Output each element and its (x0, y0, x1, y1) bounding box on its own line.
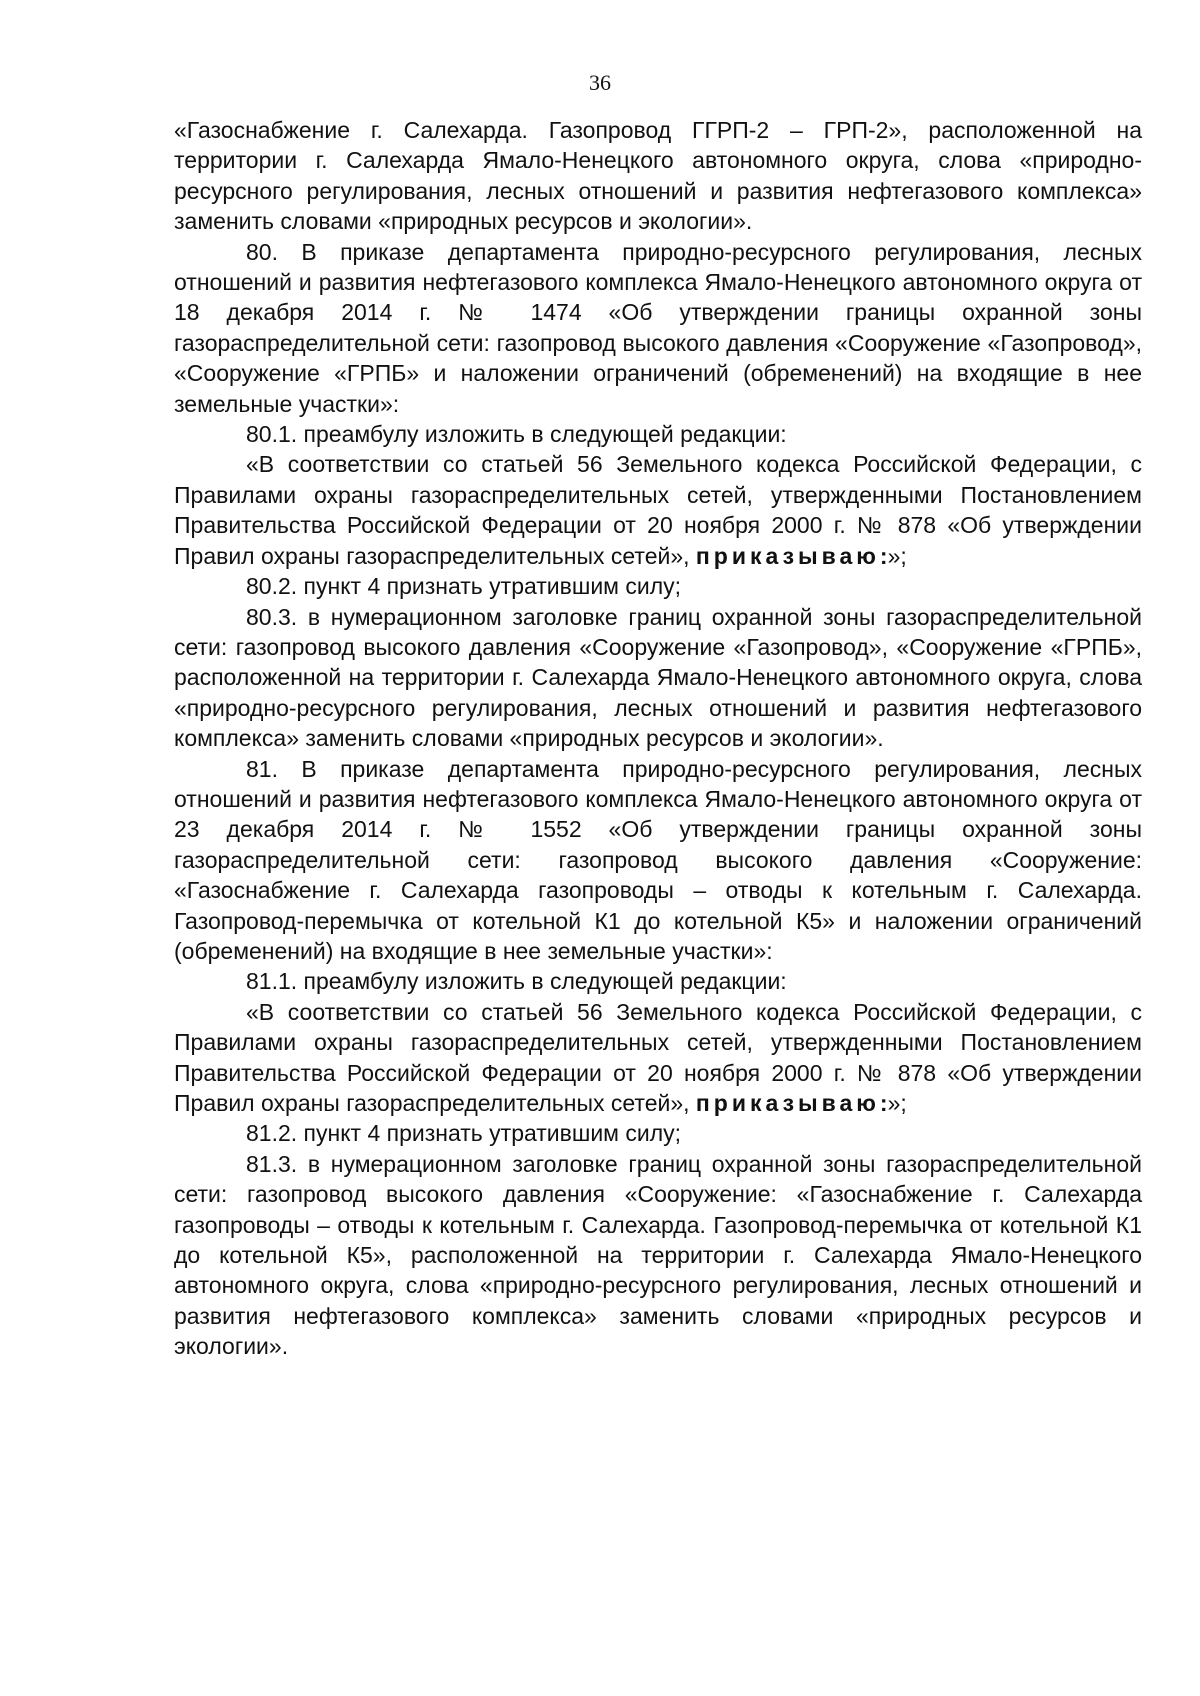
paragraph-item-80 (174, 237, 1142, 419)
paragraph-text: 81.1. преамбулу изложить в следующей редакции: (246, 968, 787, 995)
paragraph-tail: »; (887, 1090, 907, 1116)
bold-colon: : (879, 542, 888, 569)
paragraph-item-80-3 (174, 602, 1142, 754)
paragraph-continuation (174, 115, 1142, 237)
paragraph-item-81-2 (174, 1118, 1142, 1148)
paragraph-text: 80.1. преамбулу изложить в следующей редакции: (246, 421, 787, 448)
paragraph-text: 80.3. в нумерационном заголовке границ охранной зоны газораспределительной сети: газопровод высокого давления «Сооружение «Газопровод», «Сооружение «ГРПБ», расположенной на территории г. Салехарда Ямало-Ненецкого автономного округа, слова «природно-ресурсного регулирования, лесных отношений и развития нефтегазового комплекса» заменить словами «природных ресурсов и экологии». (174, 603, 1142, 752)
paragraph-text: 80. В приказе департамента природно-ресурсного регулирования, лесных отношений и развития нефтегазового комплекса Ямало-Ненецкого автономного округа от 18 декабря 2014 г. № 1474 «Об утверждении границы охранной зоны газораспределительной сети: газопровод высокого давления «Сооружение «Газопровод», «Сооружение «ГРПБ» и наложении ограничений (обременений) на входящие в нее земельные участки»: (174, 238, 1142, 417)
paragraph-text: 81.3. в нумерационном заголовке границ охранной зоны газораспределительной сети: газопровод высокого давления «Сооружение: «Газоснабжение г. Салехарда газопроводы – отводы к котельным г. Салехарда. Газопровод-перемычка от котельной К1 до котельной К5», расположенной на территории г. Салехарда Ямало-Ненецкого автономного округа, слова «природно-ресурсного регулирования, лесных отношений и развития нефтегазового комплекса» заменить словами «природных ресурсов и экологии». (174, 1150, 1142, 1360)
paragraph-text: 81.2. пункт 4 признать утратившим силу; (246, 1120, 682, 1147)
paragraph-text: 81. В приказе департамента природно-ресурсного регулирования, лесных отношений и развития нефтегазового комплекса Ямало-Ненецкого автономного округа от 23 декабря 2014 г. № 1552 «Об утверждении границы охранной зоны газораспределительной сети: газопровод высокого давления «Сооружение: «Газоснабжение г. Салехарда газопроводы – отводы к котельным г. Салехарда. Газопровод-перемычка от котельной К1 до котельной К5» и наложении ограничений (обременений) на входящие в нее земельные участки»: (174, 755, 1142, 964)
paragraph-text: «Газоснабжение г. Салехарда. Газопровод ГГРП-2 – ГРП-2», расположенной на территории г. Салехарда Ямало-Ненецкого автономного округа, слова «природно-ресурсного регулирования, лесных отношений и развития нефтегазового комплекса» заменить словами «природных ресурсов и экологии». (174, 117, 1142, 235)
paragraph-item-80-2 (174, 571, 1142, 601)
paragraph-preamble-81 (174, 997, 1142, 1119)
document-body (174, 115, 1142, 1362)
paragraph-text: «В соответствии со статьей 56 Земельного кодекса Российской Федерации, с Правилами охраны газораспределительных сетей, утвержденными Постановлением Правительства Российской Федерации от 20 ноября 2000 г. № 878 «Об утверждении Правил охраны газораспределительных сетей», (174, 998, 1142, 1116)
paragraph-text: 80.2. пункт 4 признать утратившим силу; (246, 573, 682, 600)
paragraph-item-81 (174, 754, 1142, 967)
paragraph-item-81-3 (174, 1149, 1142, 1362)
paragraph-item-81-1 (174, 966, 1142, 996)
bold-spaced-word (696, 1090, 888, 1116)
paragraph-text: «В соответствии со статьей 56 Земельного кодекса Российской Федерации, с Правилами охраны газораспределительных сетей, утвержденными Постановлением Правительства Российской Федерации от 20 ноября 2000 г. № 878 «Об утверждении Правил охраны газораспределительных сетей», (174, 451, 1142, 569)
bold-word: приказываю (695, 1090, 880, 1116)
bold-colon: : (879, 1090, 888, 1116)
paragraph-item-80-1 (174, 419, 1142, 449)
bold-word: приказываю (695, 542, 880, 569)
bold-spaced-word (696, 543, 888, 569)
paragraph-tail: »; (887, 542, 907, 569)
page-number: 36 (589, 70, 611, 95)
paragraph-preamble-80 (174, 449, 1142, 571)
